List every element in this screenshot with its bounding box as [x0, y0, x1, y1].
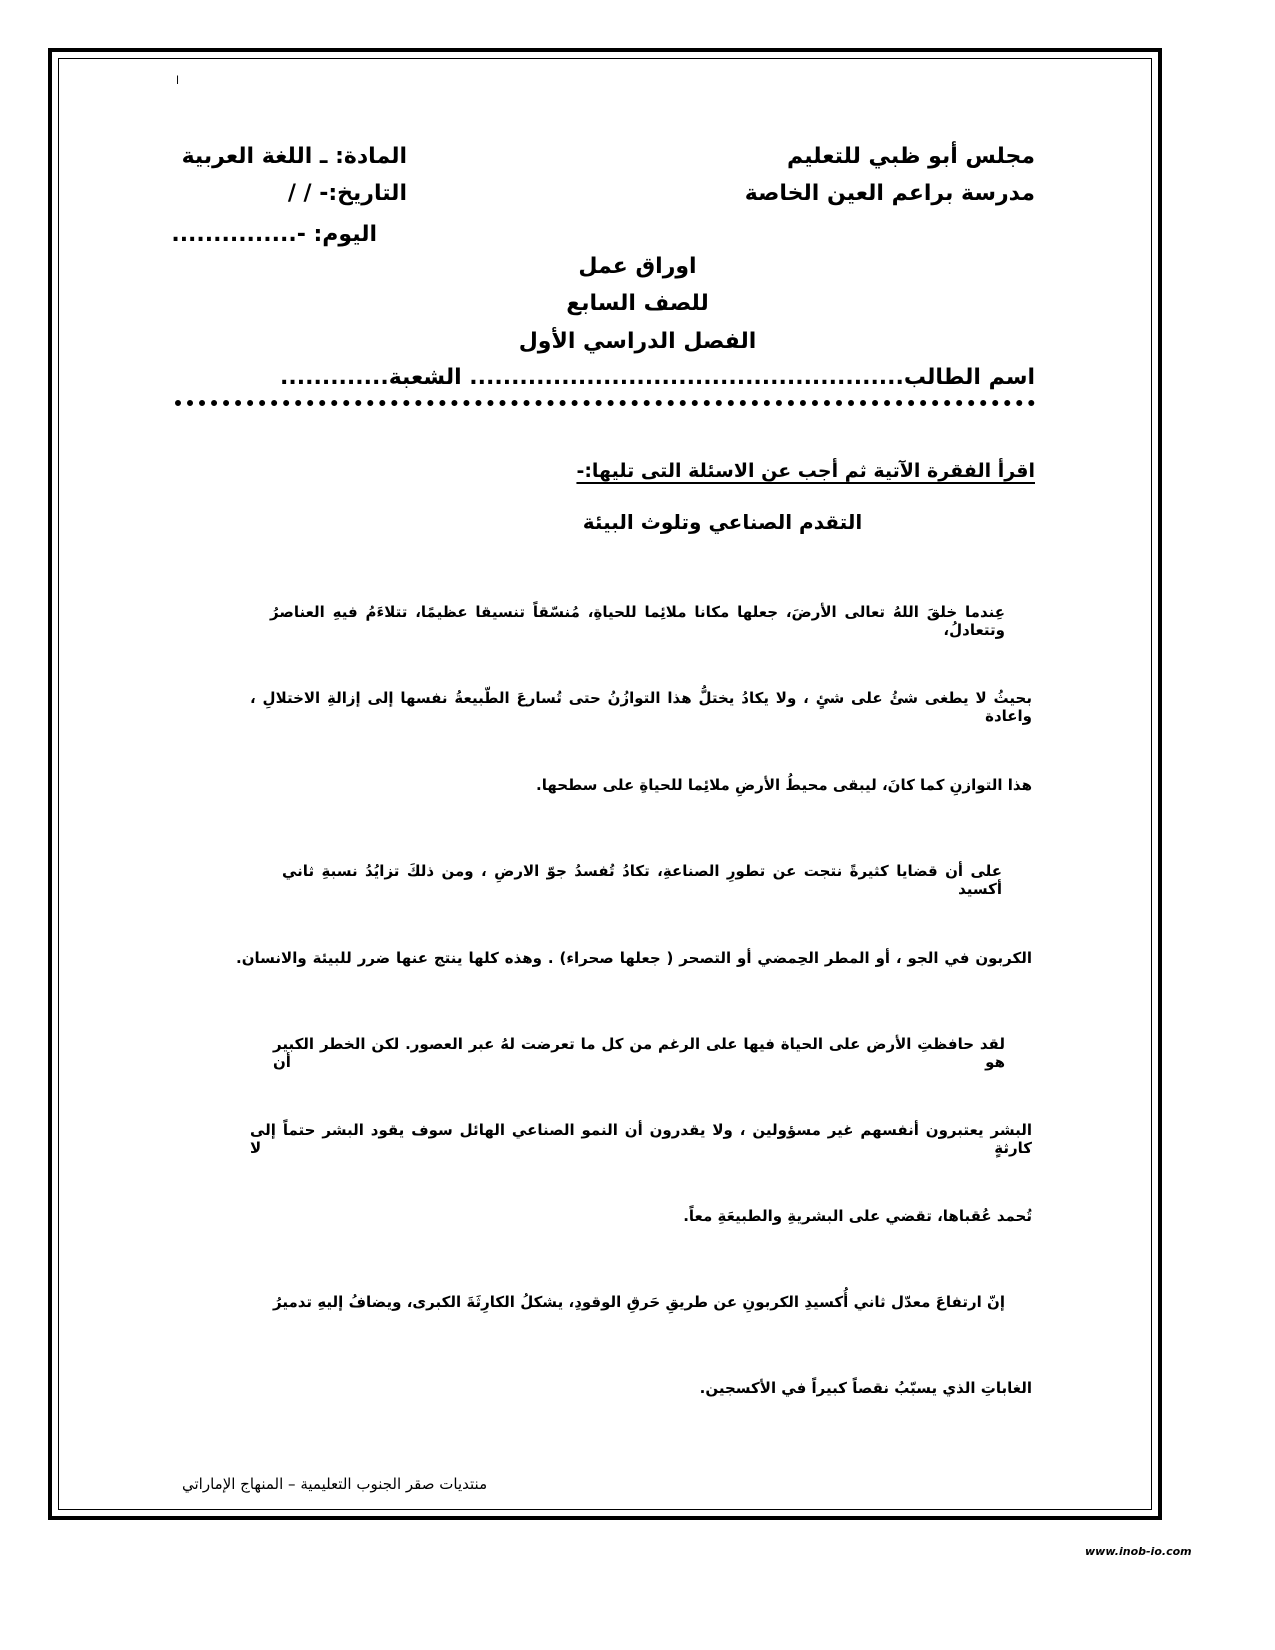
passage-line: تُحمد عُقباها، تقضي على البشريةِ والطبيعَةِ معاً. [683, 1207, 1032, 1225]
day-field: اليوم: -............... [171, 222, 377, 247]
passage-line: هذا التوازنِ كما كانَ، ليبقى محيطُ الأرضِ ملائِما للحياةِ على سطحها. [536, 776, 1032, 794]
semester-title: الفصل الدراسي الأول [518, 329, 757, 354]
authority-name: مجلس أبو ظبي للتعليم [787, 144, 1035, 169]
student-name-section-field: اسم الطالب.................................................... الشعبة............. [280, 365, 1035, 390]
passage-line: بحيثُ لا يطغى شئُ على شئٍ ، ولا يكادُ يختلُّ هذا التوازُنُ حتى تُسارعَ الطّبيعةُ نفسها إلى إزالةِ الاختلالِ ، واعادة [250, 689, 1032, 725]
subject-label: المادة: ـ اللغة العربية [181, 144, 407, 169]
passage-line: لقد حافظتِ الأرض على الحياة فيها على الرغم من كل ما تعرضت لهُ عبر العصور. لكن الخطر الكبير هو أن [273, 1035, 1005, 1071]
passage-line: الغاباتِ الذي يسبّبُ نقصاً كبيراً في الأكسجين. [699, 1379, 1032, 1397]
grade-title: للصف السابع [566, 291, 709, 316]
passage-line: إنّ ارتفاعَ معدّل ثاني أُكسيدِ الكربونِ عن طريقِ حَرقِ الوقودِ، يشكلُ الكارِثَةَ الكبرى، ويضافُ إليهِ تدميرُ [273, 1293, 1005, 1311]
worksheet-title: اوراق عمل [578, 254, 697, 279]
passage-title: التقدم الصناعي وتلوث البيئة [582, 510, 863, 534]
watermark-url: www.inob-io.com [1085, 1545, 1192, 1558]
dotted-divider [175, 400, 1035, 406]
passage-line: عِندما خلقَ اللهُ تعالى الأرضَ، جعلها مكانا ملائِما للحياةِ، مُنسّقاً تنسيقا عظيمًا، تتلاءَمُ فيهِ العناصرُ وتتعادلُ، [270, 603, 1005, 639]
passage-line: البشر يعتبرون أنفسهم غير مسؤولين ، ولا يقدرون أن النمو الصناعي الهائل سوف يقود البشر حتماً إلى كارثةٍ لا [250, 1121, 1032, 1157]
passage-line: الكربون في الجو ، أو المطر الحِمضي أو التصحر ( جعلها صحراء) . وهذه كلها ينتج عنها ضرر للبيئة والانسان. [236, 949, 1032, 967]
school-name: مدرسة براعم العين الخاصة [744, 181, 1035, 206]
instruction: اقرأ الفقرة الآتية ثم أجب عن الاسئلة التى تليها:- [576, 460, 1035, 482]
date-field: التاريخ:- / / [287, 181, 407, 206]
page-marker: ا [176, 74, 180, 87]
passage-line: على أن قضايا كثيرةً نتجت عن تطورِ الصناعةِ، تكادُ تُفسدُ جوّ الارضِ ، ومن ذلكَ تزايُدُ نسبةِ ثاني أكسيد [282, 862, 1002, 898]
footer-text: منتديات صقر الجنوب التعليمية – المنهاج الإماراتي [182, 1475, 488, 1493]
